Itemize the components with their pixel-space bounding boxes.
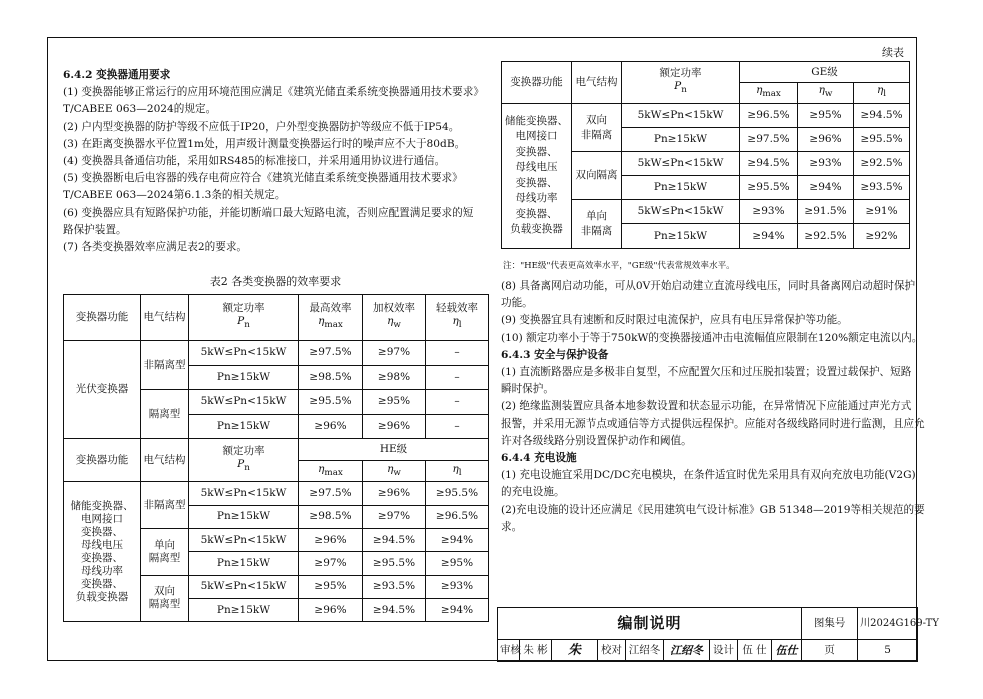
light-load-efficiency-cell: ≥94%	[426, 598, 489, 621]
title-block	[497, 607, 939, 662]
checker-name: 江绍冬	[626, 640, 664, 662]
right-line: 功能。	[501, 297, 533, 310]
weighted-efficiency-cell: ≥93%	[798, 152, 854, 176]
max-efficiency-cell: ≥97.5%	[299, 482, 363, 505]
structure-header: 电气结构	[141, 295, 189, 341]
designer-name: 伍 仕	[738, 640, 772, 662]
structure-cell	[141, 482, 189, 529]
rated-power-label: 额定功率	[222, 445, 265, 458]
efficiency-header	[426, 295, 489, 341]
table-header-row	[502, 62, 910, 83]
eta-letter: η	[452, 315, 459, 328]
rated-power-cell: Pn≥15kW	[189, 505, 299, 528]
efficiency-header	[798, 83, 854, 104]
efficiency-header	[740, 83, 798, 104]
light-load-efficiency-cell: ≥92%	[854, 224, 910, 248]
design-label: 设计	[710, 640, 738, 662]
structure-cell: 非隔离型	[141, 341, 189, 390]
function-line: 变换器、	[81, 577, 123, 590]
eta-subscript: l	[458, 320, 462, 331]
light-load-efficiency-cell: ≥93.5%	[854, 176, 910, 200]
page-label: 页	[802, 640, 858, 662]
eta-symbol	[300, 463, 361, 480]
review-label: 审核	[498, 640, 520, 662]
right-line: (2) 绝缘监测装置应具备本地参数设置和状态显示功能，在异常情况下应能通过声光方式	[501, 400, 912, 413]
eta-symbol	[364, 463, 424, 480]
rated-power-cell: 5kW≤Pn<15kW	[622, 104, 740, 128]
function-cell	[502, 104, 572, 249]
structure-line: 隔离型	[148, 551, 181, 564]
weighted-efficiency-cell: ≥95.5%	[363, 552, 426, 575]
max-efficiency-cell: ≥97%	[299, 552, 363, 575]
rated-power-cell: Pn≥15kW	[189, 552, 299, 575]
structure-cell	[572, 104, 622, 152]
right-line: (1) 直流断路器应是多极非自复型，不应配置欠压和过压脱扣装置；设置过载保护、短路	[501, 366, 912, 379]
rated-power-cell: 5kW≤Pn<15kW	[189, 390, 299, 415]
structure-line: 单向	[154, 538, 175, 551]
rated-power-header	[189, 439, 299, 482]
function-line: 变换器、	[515, 176, 558, 189]
function-line: 电网接口	[81, 512, 123, 525]
light-load-efficiency-cell: ≥93%	[426, 575, 489, 598]
left-line: (7) 各类变换器效率应满足表2的要求。	[63, 241, 248, 254]
structure-cell	[572, 200, 622, 248]
pn-subscript: n	[681, 85, 687, 96]
grade-header: GE级	[740, 62, 910, 83]
eta-symbol	[427, 463, 487, 480]
table-row	[64, 341, 489, 366]
light-load-efficiency-cell: ≥95%	[426, 552, 489, 575]
eta-letter: η	[387, 462, 394, 475]
eta-subscript: max	[324, 467, 343, 478]
left-line: 路保护装置。	[63, 223, 127, 236]
designer-signature: 伍仕	[772, 640, 802, 662]
function-line: 母线功率	[81, 564, 123, 577]
section-heading: 6.4.3 安全与保护设备	[501, 348, 609, 361]
checker-signature: 江绍冬	[664, 640, 710, 662]
reviewer-name: 朱 彬	[520, 640, 552, 662]
max-efficiency-cell: ≥95.5%	[299, 390, 363, 415]
rated-power-cell: 5kW≤Pn<15kW	[622, 152, 740, 176]
left-paragraphs	[63, 84, 488, 256]
right-line: 求。	[501, 520, 523, 533]
rated-power-cell: Pn≥15kW	[189, 414, 299, 439]
drawing-title: 编制说明	[498, 608, 802, 640]
grade-note: 注："HE级"代表更高效率水平，"GE级"代表常规效率水平。	[503, 261, 735, 271]
table-row	[64, 482, 489, 505]
function-cell	[64, 482, 141, 622]
eta-symbol	[799, 84, 852, 101]
structure-cell	[572, 152, 622, 200]
left-line: (6) 变换器应具有短路保护功能，并能切断端口最大短路电流，否则应配置满足要求的短	[63, 206, 474, 219]
light-load-efficiency-cell: ≥91%	[854, 200, 910, 224]
light-load-efficiency-cell: ≥94.5%	[854, 104, 910, 128]
max-efficiency-cell: ≥95.5%	[740, 176, 798, 200]
rated-power-cell: 5kW≤Pn<15kW	[189, 575, 299, 598]
pn-letter: P	[674, 80, 682, 93]
structure-cell	[141, 528, 189, 575]
eta-symbol	[427, 315, 487, 332]
rated-power-cell: 5kW≤Pn<15kW	[189, 341, 299, 366]
rated-power-label: 额定功率	[222, 302, 265, 315]
function-line: 变换器、	[515, 207, 558, 220]
right-line: 瞬时保护。	[501, 383, 554, 396]
weighted-efficiency-cell: ≥92.5%	[798, 224, 854, 248]
max-efficiency-cell: ≥98.5%	[299, 505, 363, 528]
reviewer-signature: 朱	[552, 640, 598, 662]
efficiency-label: 加权效率	[373, 302, 415, 315]
pn-subscript: n	[244, 463, 250, 474]
function-line: 负载变换器	[75, 590, 129, 603]
right-line: (2)充电设施的设计还应满足《民用建筑电气设计标准》GB 51348—2019等相关规范的要	[501, 503, 925, 516]
max-efficiency-cell: ≥96%	[299, 598, 363, 621]
light-load-efficiency-cell: ≥95.5%	[854, 128, 910, 152]
weighted-efficiency-cell: ≥94%	[798, 176, 854, 200]
page-number: 5	[858, 640, 918, 662]
check-label: 校对	[598, 640, 626, 662]
eta-symbol	[741, 84, 796, 101]
function-header: 变换器功能	[502, 62, 572, 104]
rated-power-label: 额定功率	[659, 67, 702, 80]
grade-header: HE级	[299, 439, 489, 461]
efficiency-label: 轻载效率	[436, 302, 478, 315]
eta-subscript: w	[824, 89, 833, 100]
table2	[63, 294, 489, 622]
ge-table	[501, 61, 910, 249]
max-efficiency-cell: ≥98.5%	[299, 365, 363, 390]
weighted-efficiency-cell: ≥94.5%	[363, 528, 426, 551]
function-cell: 光伏变换器	[64, 341, 141, 439]
pn-symbol	[190, 315, 297, 332]
pn-subscript: n	[244, 320, 250, 331]
eta-subscript: max	[762, 89, 781, 100]
left-line: (1) 变换器能够正常运行的应用环境范围应满足《建筑光储直柔系统变换器通用技术要求》	[63, 86, 484, 99]
left-line: T/CABEE 063—2024第6.1.3条的相关规定。	[63, 189, 286, 202]
rated-power-header	[189, 295, 299, 341]
right-line: 的充电设施。	[501, 486, 565, 499]
weighted-efficiency-cell: ≥96%	[363, 482, 426, 505]
max-efficiency-cell: ≥97.5%	[299, 341, 363, 366]
light-load-efficiency-cell: –	[426, 414, 489, 439]
efficiency-header	[363, 461, 426, 482]
eta-subscript: w	[393, 320, 401, 331]
light-load-efficiency-cell: –	[426, 365, 489, 390]
function-line: 母线电压	[81, 538, 123, 551]
eta-subscript: w	[393, 467, 401, 478]
structure-line: 双向隔离	[575, 169, 618, 182]
max-efficiency-cell: ≥95%	[299, 575, 363, 598]
weighted-efficiency-cell: ≥95%	[363, 390, 426, 415]
weighted-efficiency-cell: ≥96%	[363, 414, 426, 439]
right-line: (8) 具备离网启动功能，可从0V开始启动建立直流母线电压，同时具备离网启动超时保护	[501, 280, 916, 292]
eta-symbol	[300, 315, 361, 332]
rated-power-cell: Pn≥15kW	[189, 365, 299, 390]
max-efficiency-cell: ≥94.5%	[740, 152, 798, 176]
structure-line: 非隔离型	[143, 498, 186, 511]
left-line: (5) 变换器断电后电容器的残存电荷应符合《建筑光储直柔系统变换器通用技术要求》	[63, 172, 463, 185]
rated-power-cell: Pn≥15kW	[189, 598, 299, 621]
section-heading: 6.4.4 充电设施	[501, 452, 577, 465]
function-header: 变换器功能	[64, 439, 141, 482]
eta-subscript: l	[458, 467, 462, 478]
efficiency-header	[299, 461, 363, 482]
eta-letter: η	[818, 84, 825, 97]
structure-cell: 隔离型	[141, 390, 189, 439]
table-row	[502, 104, 910, 128]
left-line: (3) 在距离变换器水平位置1m处，用声级计测量变换器运行时的噪声应不大于80dB。	[63, 137, 466, 150]
eta-subscript: l	[883, 89, 887, 100]
eta-letter: η	[318, 462, 325, 475]
efficiency-header	[363, 295, 426, 341]
weighted-efficiency-cell: ≥98%	[363, 365, 426, 390]
left-line: T/CABEE 063—2024的规定。	[63, 103, 217, 116]
weighted-efficiency-cell: ≥93.5%	[363, 575, 426, 598]
table2-caption: 表2 各类变换器的效率要求	[209, 275, 342, 288]
structure-header: 电气结构	[572, 62, 622, 104]
function-line: 变换器、	[81, 551, 123, 564]
right-text	[501, 278, 925, 536]
function-line: 母线电压	[515, 161, 558, 174]
max-efficiency-cell: ≥96.5%	[740, 104, 798, 128]
light-load-efficiency-cell: ≥92.5%	[854, 152, 910, 176]
pn-symbol	[623, 80, 738, 97]
rated-power-header	[622, 62, 740, 104]
max-efficiency-cell: ≥93%	[740, 200, 798, 224]
eta-letter: η	[452, 462, 459, 475]
eta-symbol	[855, 84, 908, 101]
efficiency-header	[299, 295, 363, 341]
eta-letter: η	[876, 84, 884, 97]
heading-6-4-2: 6.4.2 变换器通用要求	[63, 69, 171, 81]
light-load-efficiency-cell: ≥96.5%	[426, 505, 489, 528]
rated-power-cell: Pn≥15kW	[622, 128, 740, 152]
structure-line: 单向	[586, 209, 607, 222]
structure-line: 非隔离	[580, 224, 613, 237]
structure-header: 电气结构	[141, 439, 189, 482]
efficiency-header	[854, 83, 910, 104]
max-efficiency-cell: ≥96%	[299, 414, 363, 439]
rated-power-cell: 5kW≤Pn<15kW	[622, 200, 740, 224]
table-header-row	[64, 439, 489, 461]
structure-line: 隔离型	[148, 598, 181, 611]
eta-subscript: max	[324, 320, 343, 331]
left-line: (4) 变换器具备通信功能，采用如RS485的标准接口，并采用通用协议进行通信。	[63, 155, 446, 168]
rated-power-cell: 5kW≤Pn<15kW	[189, 482, 299, 505]
weighted-efficiency-cell: ≥95%	[798, 104, 854, 128]
atlas-number: 川2024G169-TY	[858, 608, 918, 640]
right-line: (10) 额定功率小于等于750kW的变换器接通冲击电流幅值应限制在120%额定电流以内。	[501, 331, 923, 344]
continued-label: 续表	[882, 46, 904, 59]
max-efficiency-cell: ≥96%	[299, 528, 363, 551]
weighted-efficiency-cell: ≥91.5%	[798, 200, 854, 224]
light-load-efficiency-cell: –	[426, 390, 489, 415]
eta-letter: η	[756, 84, 763, 97]
right-line: (9) 变换器宜具有速断和反时限过电流保护，应具有电压异常保护等功能。	[501, 314, 848, 327]
structure-cell	[141, 575, 189, 622]
table-header-row	[64, 295, 489, 341]
function-line: 母线功率	[515, 192, 558, 205]
weighted-efficiency-cell: ≥96%	[798, 128, 854, 152]
rated-power-cell: Pn≥15kW	[622, 224, 740, 248]
max-efficiency-cell: ≥94%	[740, 224, 798, 248]
function-header: 变换器功能	[64, 295, 141, 341]
light-load-efficiency-cell: ≥95.5%	[426, 482, 489, 505]
structure-line: 双向	[154, 585, 175, 598]
weighted-efficiency-cell: ≥97%	[363, 505, 426, 528]
light-load-efficiency-cell: –	[426, 341, 489, 366]
eta-letter: η	[318, 315, 325, 328]
weighted-efficiency-cell: ≥97%	[363, 341, 426, 366]
efficiency-label: 最高效率	[309, 302, 352, 315]
efficiency-header	[426, 461, 489, 482]
function-line: 变换器、	[81, 525, 123, 538]
eta-symbol	[364, 315, 424, 332]
right-line: (1) 充电设施宜采用DC/DC充电模块，在条件适宜时优先采用具有双向充放电功能(V2G)	[501, 469, 916, 482]
function-line: 储能变换器、	[505, 114, 568, 127]
pn-symbol	[190, 458, 297, 475]
atlas-label: 图集号	[802, 608, 858, 640]
pn-letter: P	[237, 458, 245, 471]
right-line: 许对各级线路分别设置保护动作和阈值。	[501, 434, 692, 447]
function-line: 负载变换器	[510, 223, 563, 236]
rated-power-cell: Pn≥15kW	[622, 176, 740, 200]
function-line: 储能变换器、	[70, 499, 134, 512]
left-text	[63, 67, 488, 256]
rated-power-cell: 5kW≤Pn<15kW	[189, 528, 299, 551]
left-line: (2) 户内型变换器的防护等级不应低于IP20，户外型变换器防护等级应不低于IP54。	[63, 120, 460, 133]
max-efficiency-cell: ≥97.5%	[740, 128, 798, 152]
structure-line: 双向	[586, 113, 607, 126]
structure-line: 非隔离	[580, 128, 613, 141]
function-line: 电网接口	[515, 130, 558, 143]
light-load-efficiency-cell: ≥94%	[426, 528, 489, 551]
weighted-efficiency-cell: ≥94.5%	[363, 598, 426, 621]
right-line: 报警，并采用无源节点或通信等方式提供远程保护。应能对各级线路同时进行监测，且应允	[501, 417, 925, 430]
function-line: 变换器、	[515, 145, 558, 158]
pn-letter: P	[237, 315, 245, 328]
eta-letter: η	[387, 315, 394, 328]
